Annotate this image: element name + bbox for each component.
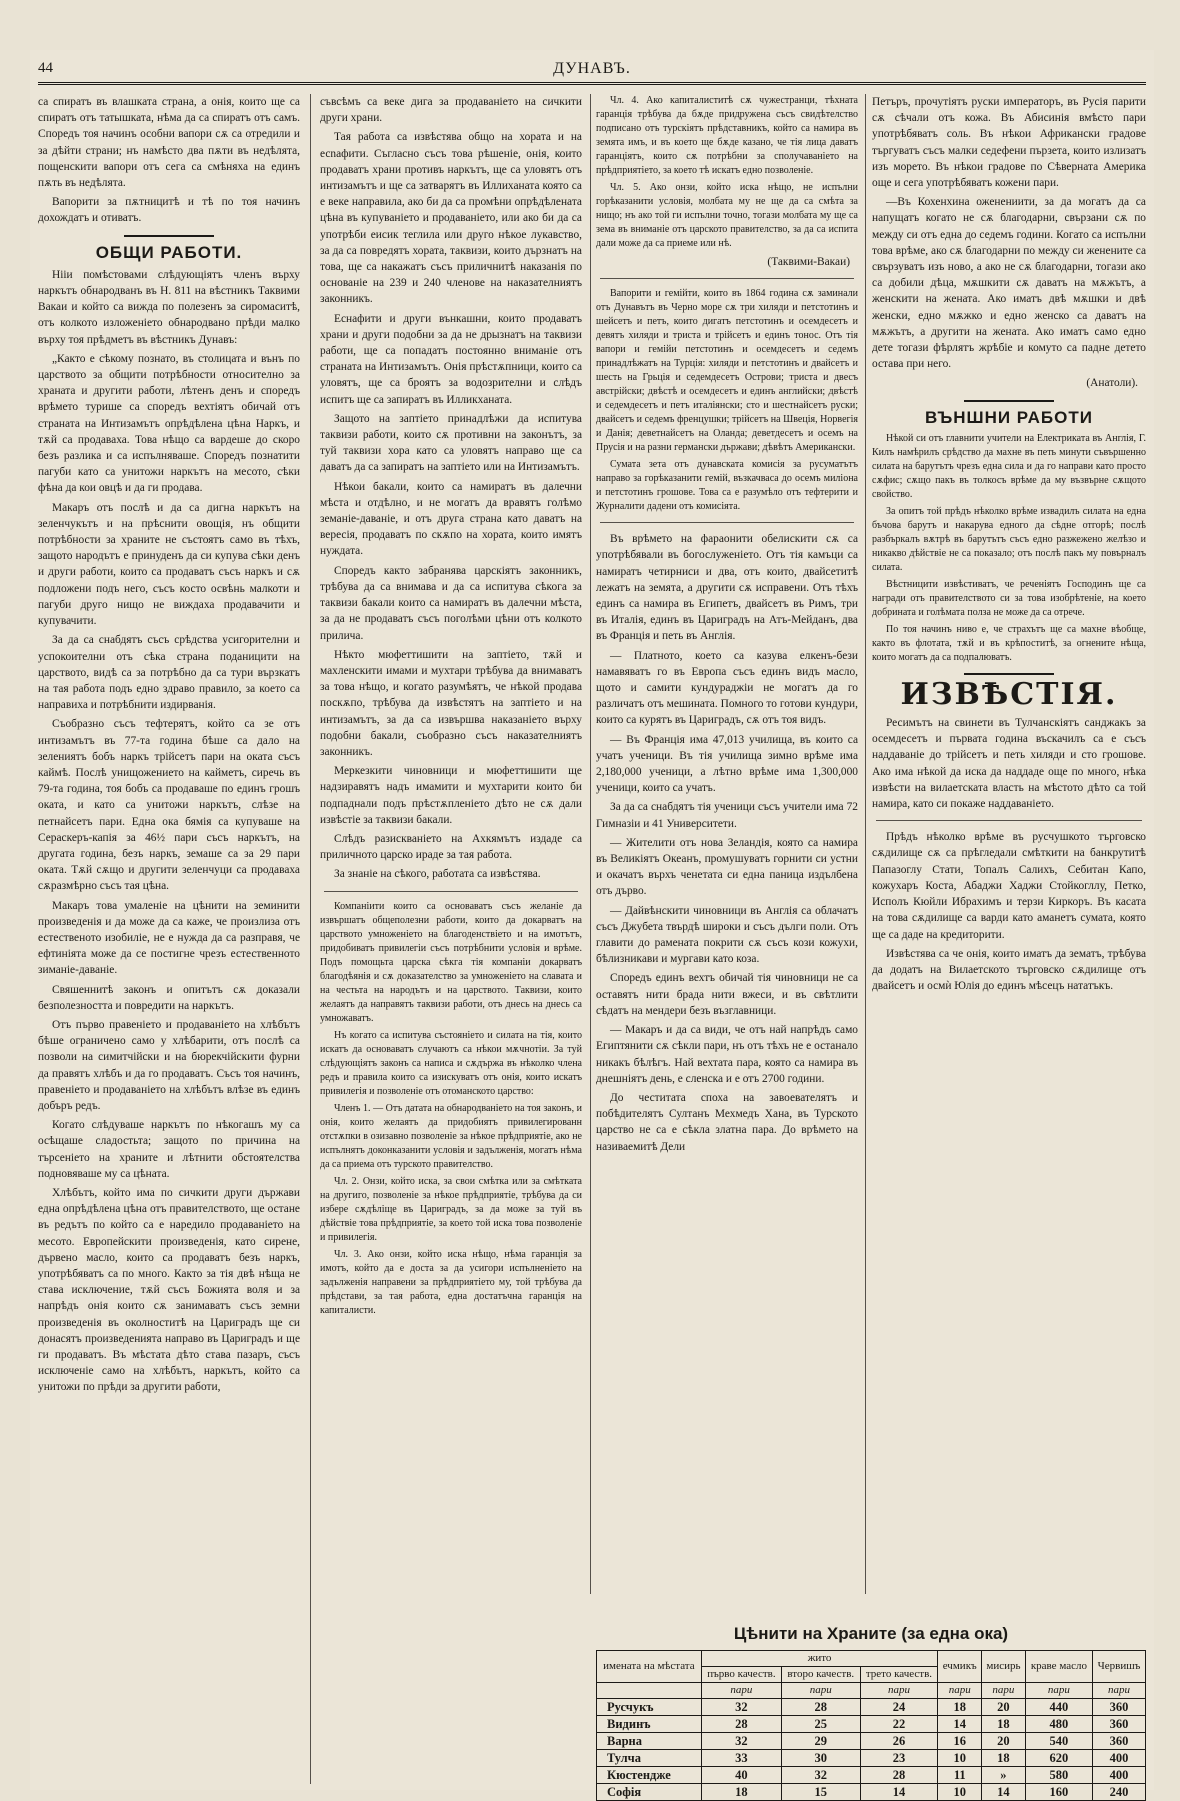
paragraph: Защото на заптіето принадлѣжи да испитува таквизи работи, които сѫ противни на законътъ, за туй таквизи хора като са уловятъ направо ще са даватъ да са запиратъ на заптіето или на Интизамътъ. <box>320 412 582 474</box>
price-cell: 32 <box>701 1699 781 1716</box>
price-cell: 360 <box>1092 1733 1145 1750</box>
paragraph: За опитъ той прѣдъ нѣколко врѣме извадилъ силата на една бъчова барутъ и накарува едного да сѣдне отгорѣ; послѣ разбъркалъ вѫтрѣ въ барутътъ съсъ едно разжежено желѣзо и никакво дѣйствіе не са показало; отъ послѣ пакъ му повърналъ силата. <box>872 505 1146 573</box>
paragraph: Тая работа са извѣстява общо на хората и на есnафити. Съгласно съсъ това рѣшеніе, онія, които продаватъ храни противъ наркътъ, ще са уловятъ отъ интизамътъ и ще са затварятъ въ Иллиханата която са е веке направила, ако би да са промѣни опрѣдѣлената цѣна въ купуваніето и продаваніето, или ако би да са употрѣби еисик теглила или друго нѣкое лукавство, за да са повредятъ хората, таквизи, които дързнатъ на това, ще са накажатъ съсъ приличнитѣ наказанія по основаніе на 239 и 240 членове на наказателниятъ законникъ. <box>320 131 582 306</box>
paragraph: Въ врѣмето на фараонити обелискити сѫ са употрѣбявали въ богослуженіето. Отъ тія камъци са намиратъ четирниси и два, отъ които, двайсетитѣ лежатъ на земята, а другити сѫ исправени. Отъ тѣхъ единъ са намира въ Египетъ, двайсетъ въ Римъ, три въ Италія, единъ въ Цариградъ на Атъ-Мейданъ, два въ Франція и петь въ Англія. <box>596 533 858 643</box>
price-cell: 400 <box>1092 1750 1145 1767</box>
column-2 <box>320 94 582 1784</box>
price-cell: 16 <box>938 1733 982 1750</box>
place-cell: Видинъ <box>597 1716 702 1733</box>
price-cell: 24 <box>860 1699 938 1716</box>
paragraph: Споредъ единъ вехтъ обичай тія чиновници не са оставятъ нити брада нити вжеси, и въ свѣтлити сѣдатъ на мендери безъ възглавници. <box>596 972 858 1017</box>
price-cell: 10 <box>938 1750 982 1767</box>
unit-cell: пари <box>860 1683 938 1699</box>
price-cell: 14 <box>982 1784 1026 1801</box>
paragraph: Макаръ отъ послѣ и да са дигна наркътъ на зеленчукътъ и на прѣснити овощія, нъ общити потрѣбности за храните не състоятъ само въ тѣхъ, защото народътъ е принуденъ да си купува сѣки денъ и други работи, които са продаватъ съсъ наркъ и сѫ подложени подъ него, съсъ косто освѣнь малкоти и пагуби друго нищо не виждаха продавачити и купувачити. <box>38 501 300 628</box>
column-header-wheat-first: първо качеств. <box>701 1667 781 1683</box>
paragraph: Отъ първо правеніето и продаваніето на хлѣбътъ бѣше ограничено само у хлѣбарити, отъ послѣ са позволи на симитчійски и на бюрекчійскити фурни да правятъ хлѣбъ и да го продаватъ. Съсъ тоя начинъ, правеніето и продаваніето на хлѣбътъ влѣзе въ единъ добъръ редъ. <box>38 1018 300 1112</box>
price-table <box>596 1650 1146 1801</box>
paragraph: Петъръ, прочутіятъ руски императоръ, въ Русія парити сѫ сѣчали отъ кожа. Въ Абисинія вмѣсто пари употрѣбяватъ соль. Въ нѣкои Африкански градове търгуватъ съсъ малки седефени пързета, които излизатъ изъ морето. Въ нѣкои градове по Сѣверната Америка още и сега употрѣбяватъ кожени пари. <box>872 96 1146 190</box>
table-row <box>597 1716 1146 1733</box>
section-heading-public-works: ОБЩИ РАБОТИ. <box>95 242 243 262</box>
paragraph: Ресимътъ на свинети въ Тулчанскіятъ санджакъ за осемдесетъ и първата година въскачилъ са е съсъ наддаваніе до трійсетъ и петь хиляди и сто грошове. Ако има нѣкой да иска да наддаде още по много, нѣка извѣсти на вилаетската власть на мѣстото дѣто са той намира, като си покаже наддаваніето. <box>872 717 1146 811</box>
price-cell: 25 <box>782 1716 861 1733</box>
price-cell: 20 <box>982 1699 1026 1716</box>
paragraph: Хлѣбътъ, който има по сичкити други държави една опрѣдѣлена цѣна отъ правителството, ще остане въ редътъ по който са е наредило продаваніето на месото. Европейскити произведенія, като сирене, дървено масло, които са продаватъ безъ наркъ, употрѣбяватъ са по много. Както за тія двѣ нѣща не става исключение, тѫй съсъ Божията воля и за напрѣдъ онія които сѫ занимаватъ съсъ земни произведенія въ околноститѣ на Цариградъ ще си донасятъ произведенията направо въ Цариградъ и ще ги продаватъ. Въ мѣстата дѣто става пазаръ, съсъ исключеніе само на хлѣбътъ, наркътъ, който са унитожи по прѣди за другити работи, <box>38 1187 300 1394</box>
section-heading-foreign-works: ВЪНШНИ РАБОТИ <box>925 407 1093 427</box>
place-cell: Софія <box>597 1784 702 1801</box>
unit-cell: пари <box>938 1683 982 1699</box>
divider <box>324 891 578 892</box>
price-cell: 18 <box>701 1784 781 1801</box>
paragraph: Вѣстницити извѣстиватъ, че реченіятъ Господинъ ще са награди отъ правителството си за това изобрѣтеніе, на което добрината и голѣмата полза не може да са отрече. <box>872 578 1146 618</box>
paragraph: Сумата зета отъ дунавската комисія за русуматътъ направо за горѣказанити гемій, възкачваса до осемъ миліона и петстотинъ грошове. Това са е разумѣло отъ тефтерити и Журналити дадени отъ комисіята. <box>596 459 858 513</box>
price-cell: 26 <box>860 1733 938 1750</box>
paragraph: Чл. 4. Ако капиталиститѣ сѫ чужестранци, тѣхната гаранція трѣбува да бѫде придружена съсъ свидѣтелство подписано отъ турскіятъ прѣдставникъ, който са намира въ земята имъ, и въ което ще бѫде казано, че тія лица даватъ гаранціятъ, които сѫ потрѣбни за сполучаваніето на прѣдприятіето, за което тѣ искатъ едно позволеніе. <box>596 95 858 176</box>
price-cell: 15 <box>782 1784 861 1801</box>
paragraph: Когато слѣдуваше наркътъ по нѣкогашъ му са осѣщаше сладостьта; защото по причина на търсеніето на храните и лѣтнити обстоятелства подновяваше му са цѣната. <box>38 1119 300 1180</box>
paragraph: Съобразно съсъ тефтерятъ, който са зе отъ интизамътъ въ 77-та година бѣше са дало на зелениятъ бобъ наркъ трійсетъ пари на оката съсъ каймѣ. Послѣ унищожението на кайметъ, сиречь въ 79-та година, тоя бобъ са продаваше по единъ грошъ оката, и като са унитожи наркътъ, слѣзе на петнайсетъ пари. Една ока бямія са купуваше на Сераскеръ-капія за 46½ пари съсъ наркътъ, на другата година, безъ наркъ, земаше са за 29 пари оката. Тѫй сѫщо и другити зеленчуци са продаваха сѫразмѣрно съсъ тая цѣна. <box>38 718 300 893</box>
table-row <box>597 1750 1146 1767</box>
paragraph: По тоя начинъ ниво е, че страхътъ ще са махне вѣобще, както въ флотата, тѫй и въ крѣпоститѣ, за огнените нѣща, които могатъ да са подпалюватъ. <box>872 623 1146 663</box>
price-cell: 18 <box>982 1750 1026 1767</box>
paragraph: — Въ Франція има 47,013 училища, въ които са учатъ ученици. Въ тія училища зимно врѣме има 2,180,000 ученици, а лѣтно врѣме има 1,300,000 ученици, които са учатъ. <box>596 733 858 795</box>
separator-dash <box>964 673 1054 675</box>
table-row <box>597 1784 1146 1801</box>
price-cell: 620 <box>1025 1750 1092 1767</box>
paragraph: Нііи помѣстовами слѣдующіятъ членъ върху наркътъ обнародванъ въ Н. 811 на вѣстникъ Таквими Вакаи и който са вижда по полезенъ за сиромаситѣ, отъ колкото изложеніето обнародвано прѣди малко върху тоя прѣдметъ въ вѣстникъ Дунавъ: <box>38 268 300 346</box>
price-cell: 10 <box>938 1784 982 1801</box>
price-cell: 14 <box>860 1784 938 1801</box>
column-header-barley: ечмикъ <box>938 1651 982 1683</box>
divider <box>600 278 854 279</box>
price-cell: 28 <box>701 1716 781 1733</box>
paragraph: Нѣкой си отъ главнити учители на Електриката въ Англія, Г. Килъ намѣрилъ срѣдство да махне въ петь минути съвършенно силата на барутътъ чрезъ една сила и да го направи като просто сѫфис; сѫщо пакъ въ толкосъ врѣме да му възвърне сѫщото свойство. <box>872 432 1146 500</box>
place-cell: Варна <box>597 1733 702 1750</box>
paragraph: За знаніе на сѣкого, работата са извѣстява. <box>334 868 541 881</box>
unit-cell: пари <box>701 1683 781 1699</box>
paragraph: Нъ когато са испитува състояніето и силата на тія, които искатъ да основаватъ случаютъ са нѣкои мѫчнотіи. За туй слѣдующіятъ законъ са написа и сѫдържа въ нѣколко члена редъ и правила които са изискуватъ отъ онія, които искатъ привилегія и позволеніе отъ отоманското царство: <box>320 1029 582 1097</box>
column-rule <box>590 94 591 1594</box>
paragraph: — Макаръ и да са види, че отъ най напрѣдъ само Египтянити сѫ сѣкли пари, нъ отъ тѣхъ не е останало никакъ бѣлѣгъ. Най вехтата пара, която са намира въ днешніятъ день, е сленска и е отъ 2700 години. <box>596 1024 858 1085</box>
price-cell: 33 <box>701 1750 781 1767</box>
paragraph: — Жителити отъ нова Зеландія, която са намира въ Великіятъ Океанъ, промушуватъ горнити си устни и окачатъ върхъ ченетата си една паница издълбена отъ дърво. <box>596 836 858 898</box>
unit-cell: пари <box>1025 1683 1092 1699</box>
place-cell: Тулча <box>597 1750 702 1767</box>
newspaper-page <box>30 50 1154 1799</box>
price-cell: 360 <box>1092 1699 1145 1716</box>
page-number: 44 <box>38 60 53 76</box>
price-cell: 160 <box>1025 1784 1092 1801</box>
price-table-title: Цѣнити на Храните (за една ока) <box>733 1624 1009 1643</box>
paragraph: Споредъ както забранява царскіятъ законникъ, трѣбува да са внимава и да са испитува сѣкога за таквизи бакали които са намиратъ въ далечни мѣста, за да не продаватъ съсъ поголѣми цѣни отъ колкото прилича. <box>320 564 582 642</box>
price-cell: 360 <box>1092 1716 1145 1733</box>
separator-dash <box>964 400 1054 402</box>
price-cell: 28 <box>860 1767 938 1784</box>
paragraph: Чл. 3. Ако онзи, който иска нѣщо, нѣма гаранція за имотъ, който да е доста за да усигори испълненіето на задълженія направени за прѣдприятіето му, той трѣбува да прѣдстави, за тая работа, една достатъчна гаранція на капиталисти. <box>320 1248 582 1316</box>
paragraph: Членъ 1. — Отъ датата на обнародваніето на тоя законъ, и онія, които желаятъ да придобиятъ привилегированн отстѫпки в озизавно позволеніе за нѣкое прѣдприятіе, ако не испълнятъ доконказанити условія и задълженія, могатъ нѣма да са приема отъ турското правителство. <box>320 1102 582 1170</box>
column-header-wheat-second: второ качеств. <box>782 1667 861 1683</box>
divider <box>876 820 1142 821</box>
paragraph: До честитата споха на завоевателятъ и побѣдителятъ Султанъ Мехмедъ Хана, въ Турското царство не са е сѣкла златна пара. До врѣмето на називаемитѣ Дели <box>596 1091 858 1153</box>
price-cell: 18 <box>938 1699 982 1716</box>
paragraph: Извѣстява са че онія, които иматъ да зематъ, трѣбува да додатъ на Вилаетското търговско сѫдилище отъ двайсетъ и осмѝ Юлія до единъ мѣсецъ нататъкъ. <box>872 947 1146 993</box>
price-cell: 14 <box>938 1716 982 1733</box>
paragraph: „Както е сѣкому познато, въ столицата и вънъ по царството за общити потрѣбности относително за храната и другити работи, лѣтенъ денъ и споредъ врѣмето турише са споредъ вехтіятъ обичай отъ страната на Интизамътъ опрѣдѣлена цѣна Наркъ, и тѫй са продаваха. Това нѣщо са вардеше до скоро безъ разлика и са испълняваше. Споредъ познатити пагуби като са унитожи наркътъ на месото, сѣки фѣна да кои овцѣ и да ги продава. <box>38 352 300 495</box>
price-cell: 23 <box>860 1750 938 1767</box>
column-header-place: имената на мѣстата <box>597 1651 702 1683</box>
divider <box>600 522 854 523</box>
unit-cell: пари <box>782 1683 861 1699</box>
paragraph: Еснафити и други вънкашни, които продаватъ храни и други подобни за да не дрызнатъ на таквизи работи, ще са попадатъ постоянно вниманіе отъ страната на Интизамътъ. Онія прѣстѫпници, които са уловятъ, ще са броятъ за водозрителни и слѣдъ испитъ ще са запиратъ въ Илликханата. <box>320 312 582 406</box>
paragraph: За да са снабдятъ тія ученици съсъ учители има 72 Гимназіи и 41 Университети. <box>596 801 858 830</box>
paragraph: Макаръ това умаленіе на цѣнити на земинити произведенія и да може да са каже, че произлиза отъ естественото изобиліе, не е нужда да са разправя, че ефтиніята може да се постигне чрезъ естественното зиманіе-даваніе. <box>38 899 300 977</box>
price-cell: 440 <box>1025 1699 1092 1716</box>
place-cell: Русчукъ <box>597 1699 702 1716</box>
paragraph: —Въ Кохенхина оженениити, за да могатъ да са напущатъ когато не сѫ благодарни, свързани сѫ по между си отъ една до седемъ години. Когато са испълни това врѣме, ако сѫ благодарни по между си женените са свързуватъ изъ ново, а ако не сѫ благодарни, тогази ако са добили дѣца, мѫшкити сѫ даватъ на мѫжътъ, а женскити на жената. Ако иматъ двѣ мѫшки и двѣ женски, едно мѫжко и едно женско са даватъ на мѫжътъ, а другити на жената. Ако иматъ само едно дете тогази фѣрлятъ жрѣбіе и комуто са падне детето остава при него. <box>872 196 1146 371</box>
table-row <box>597 1767 1146 1784</box>
price-cell: 32 <box>701 1733 781 1750</box>
price-cell: 540 <box>1025 1733 1092 1750</box>
source-signature: (Таквими-Вакаи) <box>767 256 850 268</box>
paragraph: Прѣдъ нѣколко врѣме въ русчушкото търговско сѫдилище сѫ са прѣгледали смѣткити на банкрутитѣ Папазоглу Стати, Топалъ Салихъ, Себитан Капо, кожухаръ Коста, Абаджи Хаджи Стойкогллу, Петко, Исполъ Кюйли Ибрахимъ и терзи Киркоръ. Въ касата на това сѫдилище са варди като аманетъ сумата, която ще са даде на кредиторити. <box>872 831 1146 941</box>
unit-cell: пари <box>982 1683 1026 1699</box>
masthead <box>38 58 1146 85</box>
column-rule <box>865 94 866 1594</box>
table-row <box>597 1733 1146 1750</box>
column-header-wheat-third: трето качеств. <box>860 1667 938 1683</box>
column-header-butter: краве масло <box>1025 1651 1092 1683</box>
price-cell: 20 <box>982 1733 1026 1750</box>
paragraph: Нѣкои бакали, които са намиратъ въ далечни мѣста и отдѣлно, и не могатъ да вравятъ голѣмо земаніе-даваніе, и отъ друга страна като даватъ на вересія, продаватъ по скѫпо на хората, които имятъ нуждата. <box>320 480 582 558</box>
price-cell: 32 <box>782 1767 861 1784</box>
paragraph: Вапорити и гемійти, които въ 1864 година сѫ заминали отъ Дунавътъ въ Черно море сѫ три хиляди и петстотинъ и шейсетъ и петъ, които дигатъ петстотинъ и осемдесетъ и девятъ хиляди и триста и трійсетъ и единъ тонос. Отъ тія вапори и гемійи петстотинъ и осемдесетъ и седемъ принадлѣжатъ на Турція: хиляди и петстотинъ и двайсетъ и шесть на Грьція и седемдесетъ Острови; триста и двесъ австрійски; двѣстѣ и осемдесетъ и единъ английски; двѣстѣ и седемдесетъ и петъ италіянски; сто и шестнайсетъ руски; двайсетъ и седемъ френцушки; трійсетъ на Швеція, Норвегія и Данія; деветнайсетъ на Оланда; деветдесетъ и осемъ на Прусія и на разни германски държави; дѣвѣтъ Американски. <box>596 288 858 454</box>
paper-name: ДУНАВЪ. <box>553 60 631 77</box>
section-heading-news: ИЗВѢСТІЯ. <box>900 676 1118 712</box>
price-cell: 480 <box>1025 1716 1092 1733</box>
paragraph: са спиратъ въ влашката страна, а онія, които ще са спиратъ отъ татышката, нѣма да са спиратъ отъ самъ. Споредъ тоя начинъ особни вапори сѫ са отредили и за дѣйти страни; нъ намѣсто два пѫти въ недѣлята, пощенскити вапори отъ сега са смѣняха на единъ пѫть въ недѣлята. <box>38 96 300 190</box>
column-4 <box>872 94 1146 1594</box>
paragraph: съвсѣмъ са веке дига за продаваніето на сичкити други храни. <box>320 96 582 125</box>
paragraph: Свяшеннитѣ законъ и опитътъ сѫ доказали безполезността и повредити на наркътъ. <box>38 983 300 1012</box>
place-cell: Кюстендже <box>597 1767 702 1784</box>
paragraph: Нѣкто мюфеттишити на заптіето, тѫй и махленскити имами и мухтари трѣбува да внимаватъ за това нѣщо, и когато разумѣятъ, че нѣкой продава поскѫпо, трѣбува да извѣстятъ на заптіето и на интизамътъ, за да са извършва наказаніето върху подобни бакали, съобразно съсъ наказателниятъ законникъ. <box>320 648 582 758</box>
price-cell: 240 <box>1092 1784 1145 1801</box>
column-header-pepper: Червишъ <box>1092 1651 1145 1683</box>
price-cell: 30 <box>782 1750 861 1767</box>
paragraph: Чл. 5. Ако онзи, който иска нѣщо, не испълни горѣказанити условія, молбата му не ще да са смѣта за нищо; нъ ако той ги испълни точно, тогази молбата му ще са зема въ вниманіе отъ царското правителство, за да са испита дали може да са приеме или нѣ. <box>596 182 858 249</box>
price-cell: 400 <box>1092 1767 1145 1784</box>
price-cell: 28 <box>782 1699 861 1716</box>
column-3 <box>596 94 858 1594</box>
paragraph: Вапорити за пѫтницитѣ и тѣ по тоя начинъ дохождатъ и отиватъ. <box>38 196 300 225</box>
price-cell: 22 <box>860 1716 938 1733</box>
price-cell: 40 <box>701 1767 781 1784</box>
column-header-wheat: жито <box>701 1651 938 1667</box>
source-signature: (Анатоли). <box>1086 377 1138 390</box>
price-cell: 11 <box>938 1767 982 1784</box>
table-row <box>597 1699 1146 1716</box>
price-table-section <box>596 1624 1146 1801</box>
paragraph: Меркезкити чиновници и мюфеттишити ще надзиравятъ надъ имамити и мухтарити които би подпаднали подъ прѣстѫпленіето дѣто не сѫ дали извѣстіе за таквизи бакали. <box>320 765 582 826</box>
paragraph: — Дайвѣнскити чиновници въ Англія са облачатъ съсъ Джубета твърдѣ широки и съсъ дълги поли. Отъ главити до рамената покрити сѫ съсъ кози кожухи, бѣлизникави и мургави като коза. <box>596 904 858 966</box>
unit-cell: пари <box>1092 1683 1145 1699</box>
separator-dash <box>124 235 214 237</box>
price-cell: » <box>982 1767 1026 1784</box>
paragraph: — Платното, което са казува елкенъ-бези намавяватъ го въ Европа съсъ единъ видъ масло, щото и самити кундураджіи не могатъ да го различатъ отъ мешината. Помного то готови кундури, които са курятъ въ Цариградъ, сѫ отъ тоя видъ. <box>596 649 858 727</box>
price-cell: 18 <box>982 1716 1026 1733</box>
column-rule <box>310 94 311 1784</box>
paragraph: Компаніити които са основаватъ съсъ желаніе да извършатъ общеполезни работи, които да докарватъ на царството умноженіето на благоденствіето и на имотътъ, придобиватъ привилегіи съсъ потрѣбнити условія и врѣме. Подъ помощьта царска сѣкга тія компаніи докарватъ благодѣянія и сѫ доказателство за умноженіето на славата и на честьта на народътъ и на царството. Таквизи, които желаятъ да направятъ таквизи работи, отъ днесь на днесь са умножаватъ. <box>320 900 582 1024</box>
column-header-corn: мисирь <box>982 1651 1026 1683</box>
price-cell: 580 <box>1025 1767 1092 1784</box>
paragraph: За да са снабдятъ съсъ срѣдства усигорителни и успокоителни отъ сѣка страна поданицити на царството, видѣ са за потрѣбно да са тури вързкатъ на тая работа подъ едно здраво правило, за което са направиха и потрѣбнити издирванія. <box>38 634 300 712</box>
column-1 <box>38 94 300 1784</box>
unit-cell <box>597 1683 702 1699</box>
paragraph: Слѣдъ разискваніето на Ахкямътъ издаде са приличното царско ираде за тая работа. <box>320 832 582 862</box>
price-cell: 29 <box>782 1733 861 1750</box>
paragraph: Чл. 2. Онзи, който иска, за свои смѣтка или за смѣтката на другиго, позволеніе за нѣкое прѣдприятіе, трѣбува да си избере сѫдѣліщe въ Цариградъ, за да може за туй въ дѣйствіе това прѣдприятіе, за което той иска това позволеніе и привилегія. <box>320 1175 582 1243</box>
